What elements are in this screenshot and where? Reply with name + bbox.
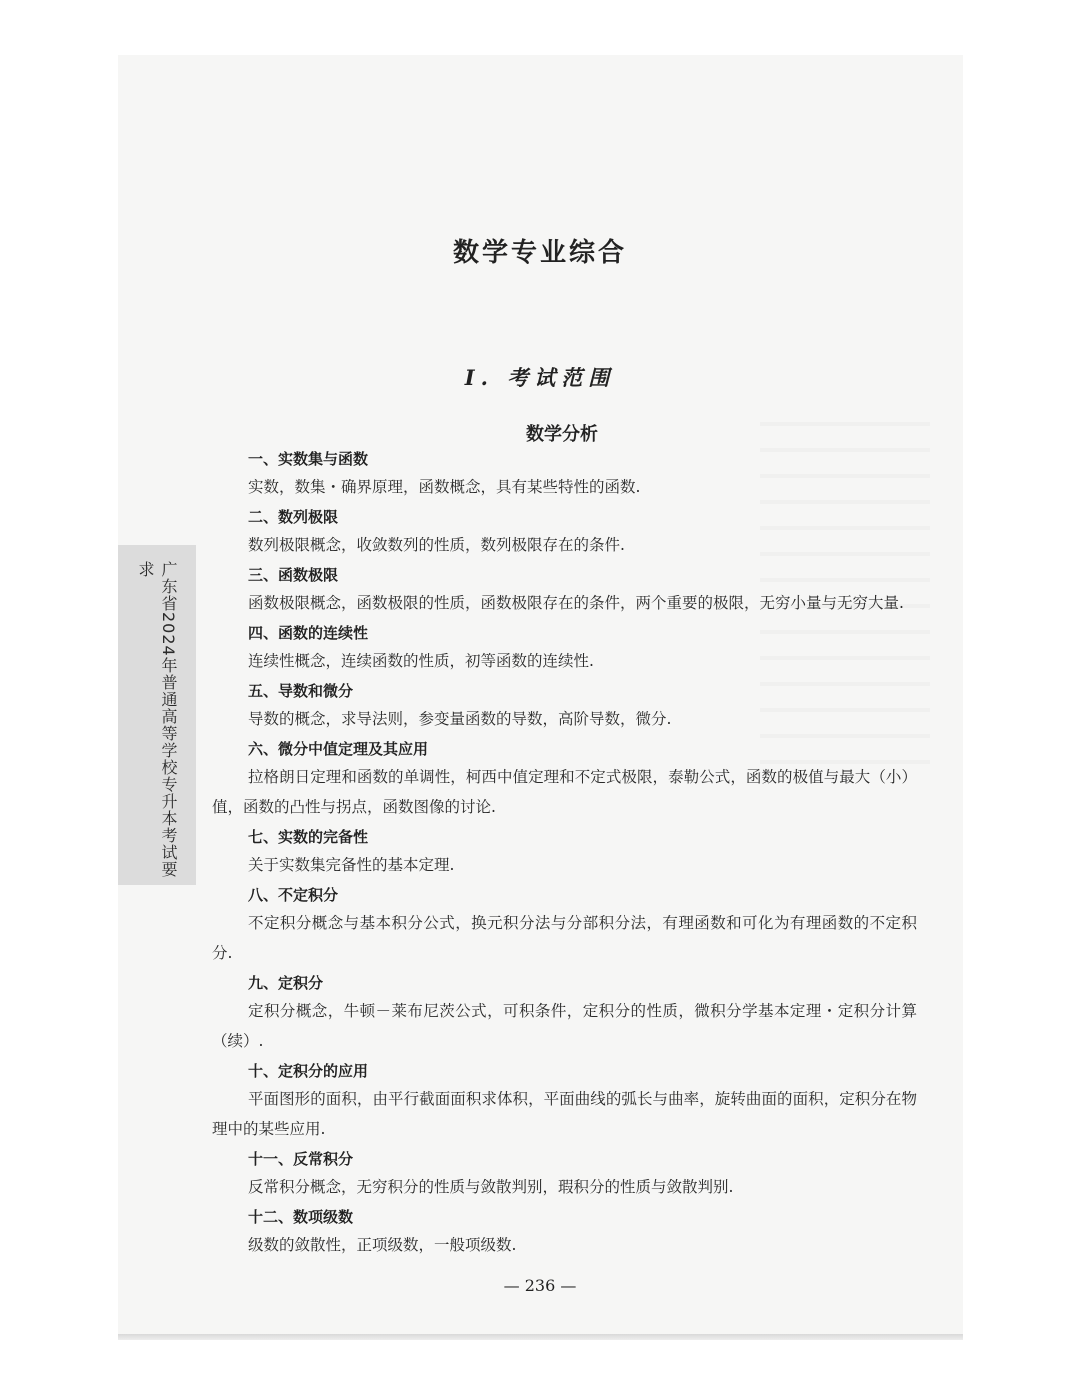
section-heading: 十、定积分的应用 (248, 1062, 369, 1080)
section-heading: 一、实数集与函数 (248, 450, 369, 468)
section-text: 关于实数集完备性的基本定理. (248, 856, 455, 874)
page-number: — 236 — (503, 1276, 577, 1295)
section-text: 不定积分概念与基本积分公式，换元积分法与分部积分法，有理函数和可化为有理函数的不定积分. (212, 914, 917, 962)
section-text: 拉格朗日定理和函数的单调性，柯西中值定理和不定式极限，泰勒公式，函数的极值与最大（小）值，函数的凸性与拐点，函数图像的讨论. (212, 768, 917, 816)
section-heading: 三、函数极限 (248, 566, 339, 584)
section-heading: 六、微分中值定理及其应用 (248, 740, 429, 758)
section-text: 平面图形的面积，由平行截面面积求体积，平面曲线的弧长与曲率，旋转曲面的面积，定积分在物理中的某些应用. (212, 1090, 917, 1138)
section-text: 实数，数集・确界原理，函数概念，具有某些特性的函数. (248, 478, 641, 496)
section-text: 导数的概念，求导法则，参变量函数的导数，高阶导数，微分. (248, 710, 672, 728)
section-heading: 七、实数的完备性 (248, 828, 369, 846)
document-title: 数学专业综合 (452, 238, 627, 268)
section-text: 数列极限概念，收敛数列的性质，数列极限存在的条件. (248, 536, 625, 554)
section-heading: 二、数列极限 (248, 508, 339, 526)
section-heading: 八、不定积分 (248, 886, 339, 904)
syllabus-content (212, 446, 917, 1262)
page-bottom-edge (118, 1334, 963, 1340)
subject-title: 数学分析 (526, 424, 598, 445)
side-tab (118, 545, 196, 885)
section-text: 函数极限概念，函数极限的性质，函数极限存在的条件，两个重要的极限，无穷小量与无穷大量. (248, 594, 904, 612)
section-heading: 四、函数的连续性 (248, 624, 369, 642)
section-text: 反常积分概念，无穷积分的性质与敛散判别，瑕积分的性质与敛散判别. (248, 1178, 734, 1196)
side-tab-label: 广东省2024年普通高等学校专升本考试要求 (136, 561, 178, 878)
section-text: 级数的敛散性，正项级数，一般项级数. (248, 1236, 517, 1254)
section-text: 定积分概念，牛顿－莱布尼茨公式，可积条件，定积分的性质，微积分学基本定理・定积分计算（续）. (212, 1002, 917, 1050)
section-heading: 五、导数和微分 (248, 682, 354, 700)
section-text: 连续性概念，连续函数的性质，初等函数的连续性. (248, 652, 594, 670)
section-heading: 十一、反常积分 (248, 1150, 354, 1168)
part-title: Ⅰ. 考试范围 (464, 365, 616, 390)
section-heading: 九、定积分 (248, 974, 324, 992)
section-heading: 十二、数项级数 (248, 1208, 354, 1226)
